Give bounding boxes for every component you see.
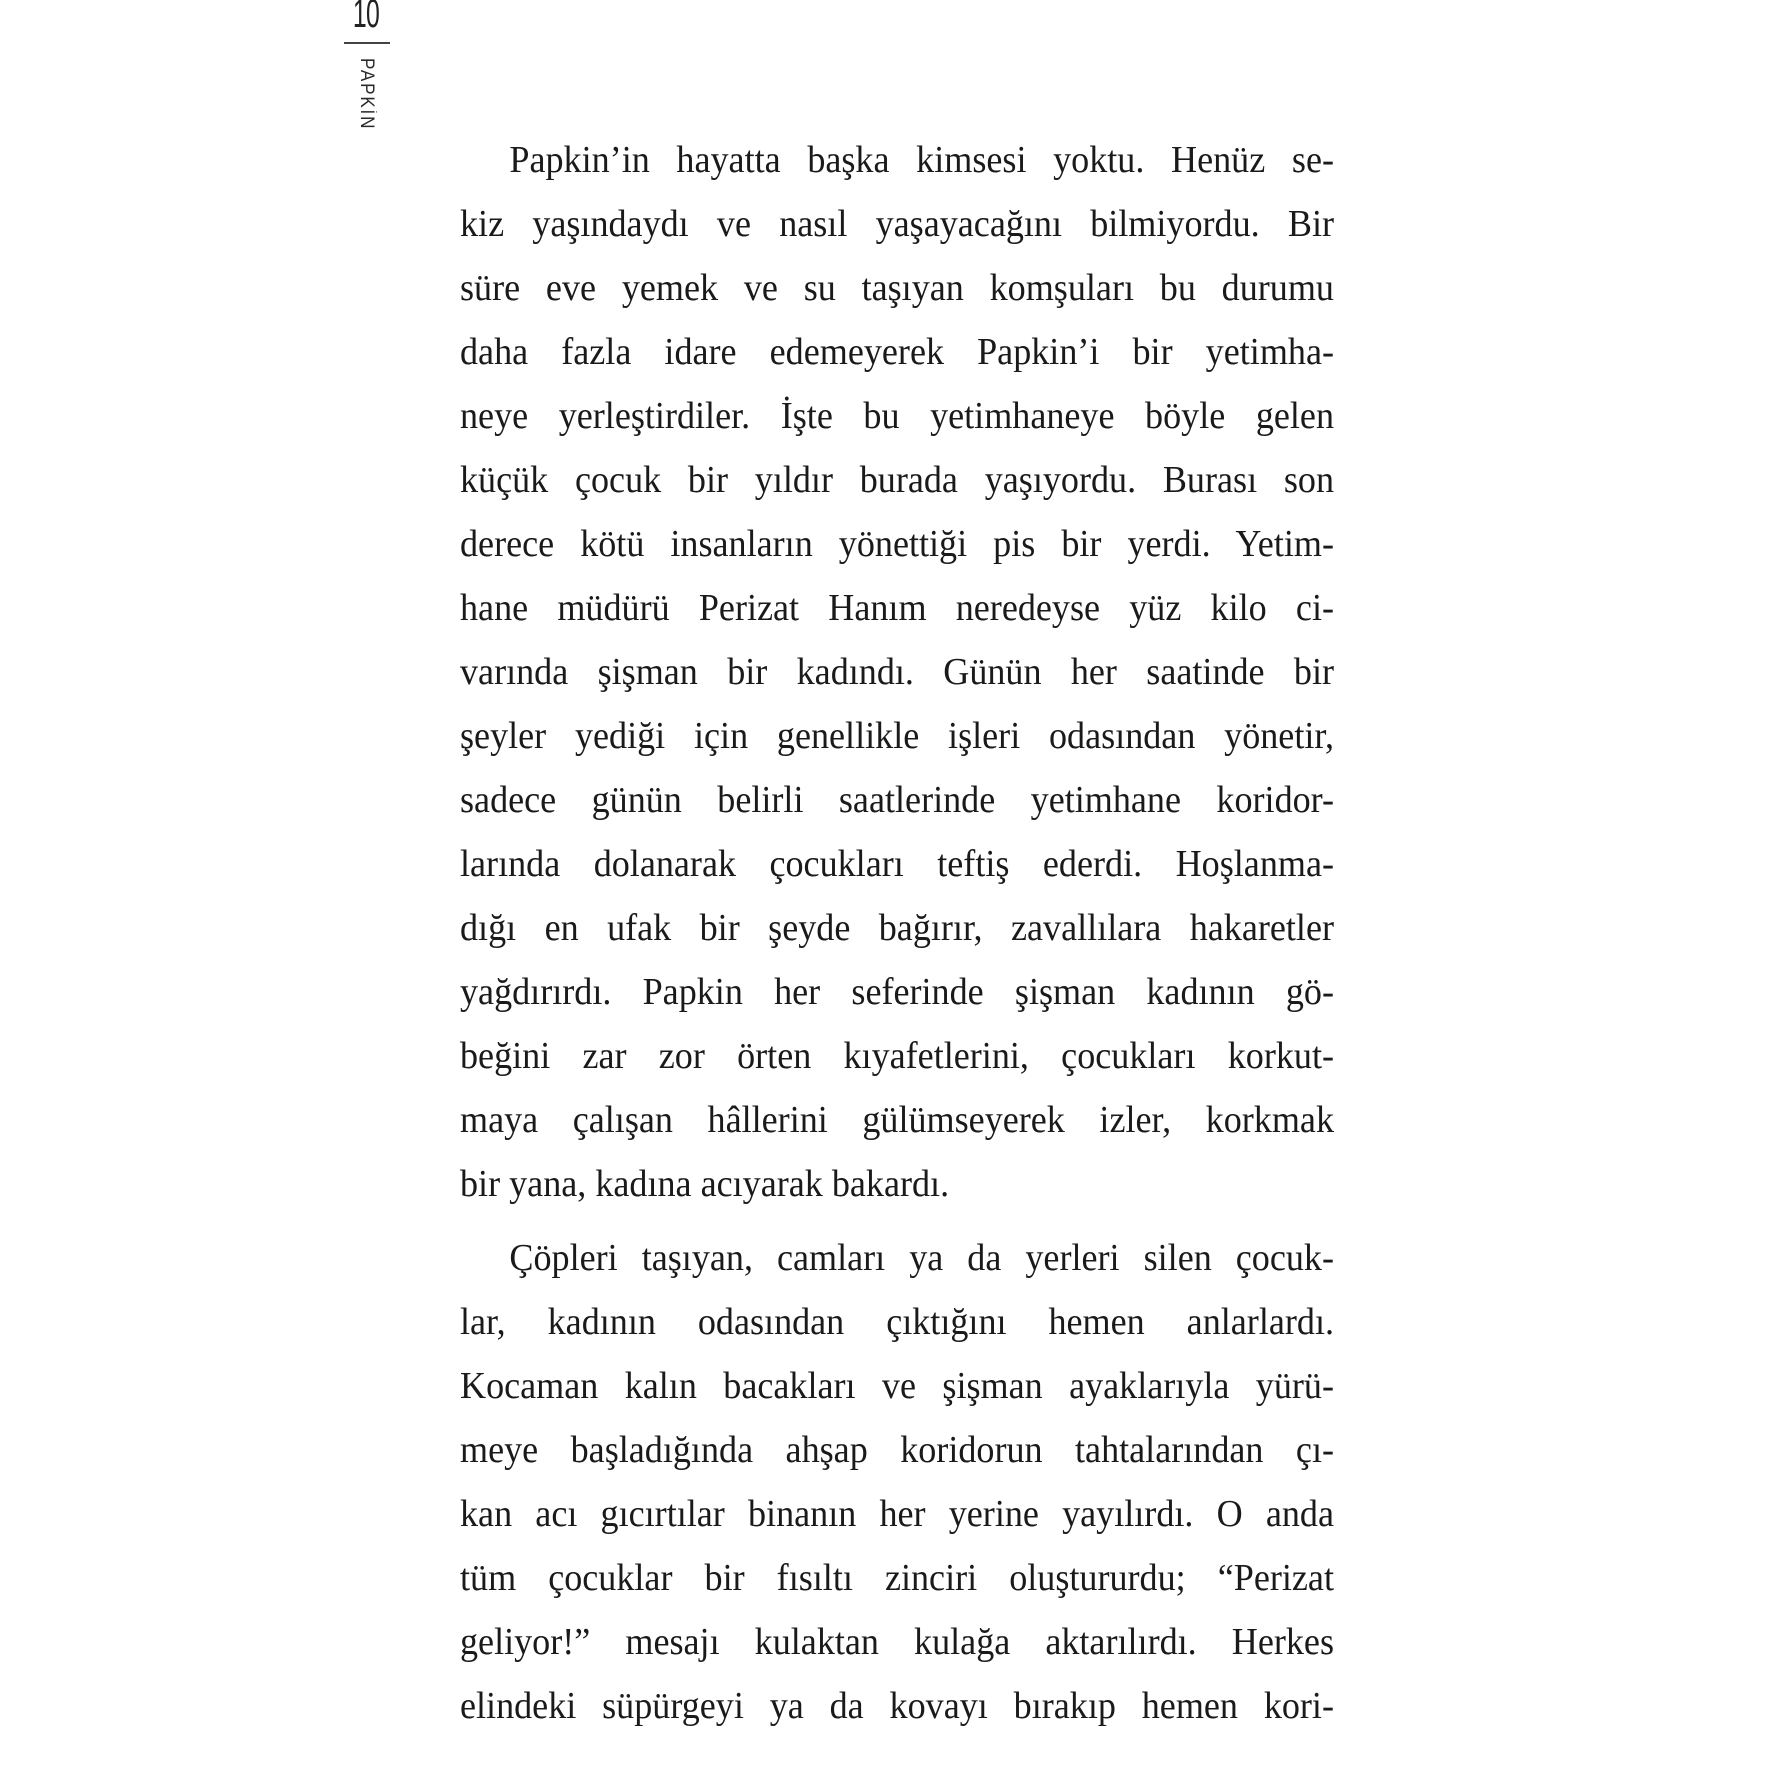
text-line: maya çalışan hâllerini gülümseyerek izler, korkmak <box>460 1099 1334 1141</box>
text-line: daha fazla idare edemeyerek Papkin’i bir yetimha- <box>460 331 1334 373</box>
text-line: geliyor!” mesajı kulaktan kulağa aktarılırdı. Herkes <box>460 1621 1334 1663</box>
text-line: sadece günün belirli saatlerinde yetimhane koridor- <box>460 779 1334 821</box>
header-rule <box>344 42 390 44</box>
paragraph-2 <box>460 1226 1380 1738</box>
running-title: PAPKİN <box>356 58 377 131</box>
text-line: süre eve yemek ve su taşıyan komşuları bu durumu <box>460 267 1334 309</box>
text-line: elindeki süpürgeyi ya da kovayı bırakıp hemen kori- <box>460 1685 1334 1727</box>
text-line: tüm çocuklar bir fısıltı zinciri oluştururdu; “Perizat <box>460 1557 1334 1599</box>
text-line: neye yerleştirdiler. İşte bu yetimhaneye böyle gelen <box>460 395 1334 437</box>
text-line: Papkin’in hayatta başka kimsesi yoktu. Henüz se- <box>509 139 1334 181</box>
body-text <box>460 128 1380 1748</box>
text-line: hane müdürü Perizat Hanım neredeyse yüz kilo ci- <box>460 587 1334 629</box>
text-line: kan acı gıcırtılar binanın her yerine yayılırdı. O anda <box>460 1493 1334 1535</box>
text-line: şeyler yediği için genellikle işleri odasından yönetir, <box>460 715 1334 757</box>
paragraph-1 <box>460 128 1380 1216</box>
running-head <box>340 0 392 130</box>
page-number: 10 <box>352 0 380 36</box>
text-line: kiz yaşındaydı ve nasıl yaşayacağını bilmiyordu. Bir <box>460 203 1334 245</box>
text-line: küçük çocuk bir yıldır burada yaşıyordu. Burası son <box>460 459 1334 501</box>
text-line: bir yana, kadına acıyarak bakardı. <box>460 1163 950 1205</box>
text-line: meye başladığında ahşap koridorun tahtalarından çı- <box>460 1429 1334 1471</box>
text-line: yağdırırdı. Papkin her seferinde şişman kadının gö- <box>460 971 1334 1013</box>
text-line: larında dolanarak çocukları teftiş ederdi. Hoşlanma- <box>460 843 1334 885</box>
text-line: Çöpleri taşıyan, camları ya da yerleri silen çocuk- <box>509 1237 1334 1279</box>
text-line: lar, kadının odasından çıktığını hemen anlarlardı. <box>460 1301 1334 1343</box>
text-line: derece kötü insanların yönettiği pis bir yerdi. Yetim- <box>460 523 1334 565</box>
text-line: beğini zar zor örten kıyafetlerini, çocukları korkut- <box>460 1035 1334 1077</box>
text-line: Kocaman kalın bacakları ve şişman ayaklarıyla yürü- <box>460 1365 1334 1407</box>
text-line: dığı en ufak bir şeyde bağırır, zavallılara hakaretler <box>460 907 1334 949</box>
text-line: varında şişman bir kadındı. Günün her saatinde bir <box>460 651 1334 693</box>
